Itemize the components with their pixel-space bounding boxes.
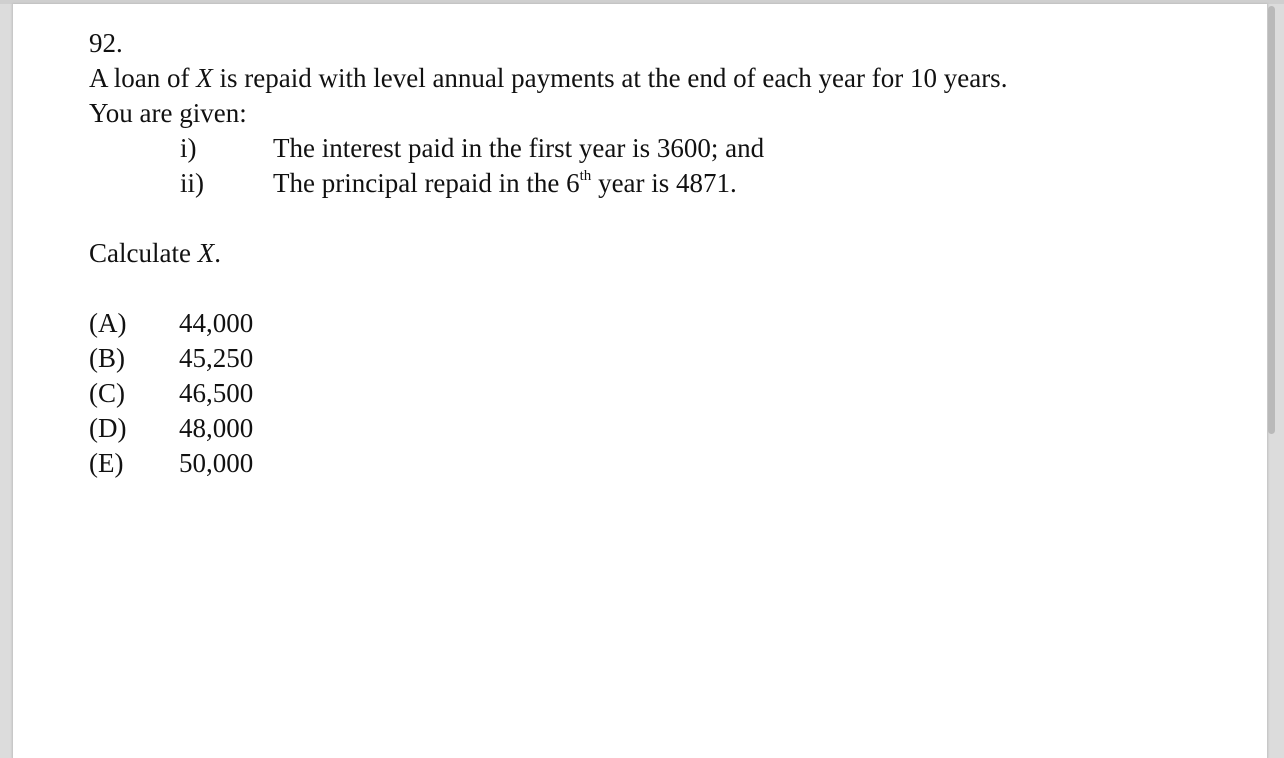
- given-item-number: i): [180, 133, 197, 163]
- scrollbar[interactable]: [1268, 6, 1275, 434]
- choice-letter: (A): [89, 308, 127, 338]
- problem-statement: [89, 61, 1007, 96]
- question-prompt: [89, 236, 1007, 271]
- given-superscript: th: [579, 168, 592, 184]
- problem-content: [89, 26, 1007, 481]
- choice-letter: (C): [89, 378, 125, 408]
- given-item-number: ii): [180, 168, 204, 198]
- choice-value: 48,000: [179, 413, 254, 443]
- blank-line: [89, 201, 1007, 236]
- given-text-before: The principal repaid in the 6: [273, 168, 580, 198]
- answer-choice: [89, 341, 1007, 376]
- answer-choices: [89, 306, 1007, 481]
- problem-number: 92.: [89, 28, 123, 58]
- answer-choice: [89, 306, 1007, 341]
- answer-choice: [89, 446, 1007, 481]
- statement-part1: A loan of: [89, 63, 197, 93]
- answer-choice: [89, 376, 1007, 411]
- choice-value: 44,000: [179, 308, 254, 338]
- choice-letter: (E): [89, 448, 124, 478]
- question-end: .: [214, 238, 221, 268]
- choice-letter: (B): [89, 343, 125, 373]
- statement-part2: is repaid with level annual payments at the end of each year for 10 years.: [212, 63, 1008, 93]
- given-text-after: year is 4871.: [591, 168, 737, 198]
- given-heading: You are given:: [89, 98, 247, 128]
- given-item: [89, 166, 1007, 201]
- statement-variable: X: [196, 63, 213, 93]
- given-item: [89, 131, 1007, 166]
- question-variable: X: [197, 238, 215, 268]
- given-item-text: [273, 166, 737, 201]
- choice-value: 46,500: [179, 378, 254, 408]
- given-item-text: The interest paid in the first year is 3600; and: [273, 133, 765, 163]
- choice-value: 50,000: [179, 448, 254, 478]
- choice-letter: (D): [89, 413, 127, 443]
- question-text: Calculate: [89, 238, 198, 268]
- choice-value: 45,250: [179, 343, 254, 373]
- answer-choice: [89, 411, 1007, 446]
